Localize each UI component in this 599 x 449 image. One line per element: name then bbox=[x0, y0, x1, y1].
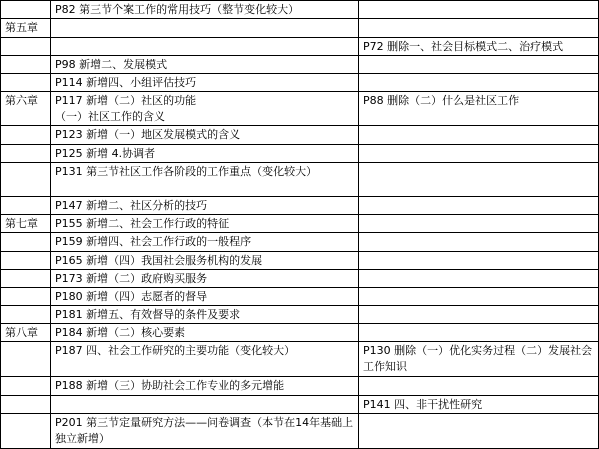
added-cell: P114 新增四、小组评估技巧 bbox=[51, 74, 359, 92]
table-row bbox=[1, 92, 599, 126]
table-row bbox=[1, 19, 599, 38]
added-cell: P173 新增（二）政府购买服务 bbox=[51, 270, 359, 288]
deleted-cell bbox=[359, 145, 599, 163]
chapter-cell bbox=[1, 38, 51, 56]
added-cell: P188 新增（三）协助社会工作专业的多元增能 bbox=[51, 377, 359, 396]
deleted-cell bbox=[359, 215, 599, 233]
added-cell: P201 第三节定量研究方法——问卷调查（本节在14年基础上独立新增） bbox=[51, 414, 359, 449]
deleted-cell bbox=[359, 126, 599, 145]
table-row bbox=[1, 1, 599, 19]
table-row bbox=[1, 215, 599, 233]
table-row bbox=[1, 252, 599, 270]
chapter-cell bbox=[1, 233, 51, 252]
chapter-cell bbox=[1, 1, 51, 19]
deleted-cell: P141 四、非干扰性研究 bbox=[359, 396, 599, 414]
table-row bbox=[1, 74, 599, 92]
chapter-cell bbox=[1, 270, 51, 288]
added-cell: P131 第三节社区工作各阶段的工作重点（变化较大） bbox=[51, 163, 359, 197]
deleted-cell bbox=[359, 252, 599, 270]
table-row bbox=[1, 197, 599, 215]
table-row bbox=[1, 145, 599, 163]
deleted-cell bbox=[359, 56, 599, 74]
table-row bbox=[1, 324, 599, 342]
table-row bbox=[1, 163, 599, 197]
chapter-cell bbox=[1, 288, 51, 306]
table-row bbox=[1, 342, 599, 377]
added-cell: P155 新增二、社会工作行政的特征 bbox=[51, 215, 359, 233]
chapter-cell bbox=[1, 377, 51, 396]
added-cell: P82 第三节个案工作的常用技巧（整节变化较大） bbox=[51, 1, 359, 19]
changes-table-body bbox=[1, 1, 599, 449]
chapter-cell bbox=[1, 252, 51, 270]
table-row bbox=[1, 396, 599, 414]
added-cell: P98 新增二、发展模式 bbox=[51, 56, 359, 74]
deleted-cell bbox=[359, 377, 599, 396]
added-cell: P187 四、社会工作研究的主要功能（变化较大） bbox=[51, 342, 359, 377]
chapter-cell bbox=[1, 145, 51, 163]
added-cell: P123 新增（一）地区发展模式的含义 bbox=[51, 126, 359, 145]
table-row bbox=[1, 270, 599, 288]
added-cell: P181 新增五、有效督导的条件及要求 bbox=[51, 306, 359, 324]
chapter-cell bbox=[1, 414, 51, 449]
table-row bbox=[1, 288, 599, 306]
chapter-cell bbox=[1, 163, 51, 197]
deleted-cell bbox=[359, 324, 599, 342]
deleted-cell bbox=[359, 233, 599, 252]
table-row bbox=[1, 306, 599, 324]
deleted-cell bbox=[359, 270, 599, 288]
chapter-cell: 第八章 bbox=[1, 324, 51, 342]
added-cell bbox=[51, 38, 359, 56]
deleted-cell bbox=[359, 414, 599, 449]
added-cell: P147 新增二、社区分析的技巧 bbox=[51, 197, 359, 215]
table-row bbox=[1, 56, 599, 74]
added-cell: P125 新增 4.协调者 bbox=[51, 145, 359, 163]
chapter-cell: 第六章 bbox=[1, 92, 51, 126]
chapter-cell bbox=[1, 56, 51, 74]
deleted-cell bbox=[359, 74, 599, 92]
deleted-cell: P130 删除（一）优化实务过程（二）发展社会工作知识 bbox=[359, 342, 599, 377]
chapter-cell bbox=[1, 306, 51, 324]
table-row bbox=[1, 414, 599, 449]
added-cell bbox=[51, 396, 359, 414]
chapter-cell: 第七章 bbox=[1, 215, 51, 233]
added-cell: P165 新增（四）我国社会服务机构的发展 bbox=[51, 252, 359, 270]
added-cell bbox=[51, 19, 359, 38]
deleted-cell bbox=[359, 288, 599, 306]
added-cell: P180 新增（四）志愿者的督导 bbox=[51, 288, 359, 306]
chapter-cell: 第五章 bbox=[1, 19, 51, 38]
table-row bbox=[1, 377, 599, 396]
deleted-cell: P88 删除（二）什么是社区工作 bbox=[359, 92, 599, 126]
deleted-cell bbox=[359, 19, 599, 38]
chapter-cell bbox=[1, 342, 51, 377]
deleted-cell bbox=[359, 306, 599, 324]
table-row bbox=[1, 38, 599, 56]
deleted-cell bbox=[359, 197, 599, 215]
chapter-cell bbox=[1, 396, 51, 414]
chapter-cell bbox=[1, 197, 51, 215]
table-row bbox=[1, 126, 599, 145]
added-cell: P159 新增四、社会工作行政的一般程序 bbox=[51, 233, 359, 252]
added-cell: P117 新增（二）社区的功能 （一）社区工作的含义 bbox=[51, 92, 359, 126]
chapter-cell bbox=[1, 74, 51, 92]
chapter-cell bbox=[1, 126, 51, 145]
table-row bbox=[1, 233, 599, 252]
deleted-cell bbox=[359, 163, 599, 197]
deleted-cell: P72 删除一、社会目标模式二、治疗模式 bbox=[359, 38, 599, 56]
added-cell: P184 新增（二）核心要素 bbox=[51, 324, 359, 342]
deleted-cell bbox=[359, 1, 599, 19]
